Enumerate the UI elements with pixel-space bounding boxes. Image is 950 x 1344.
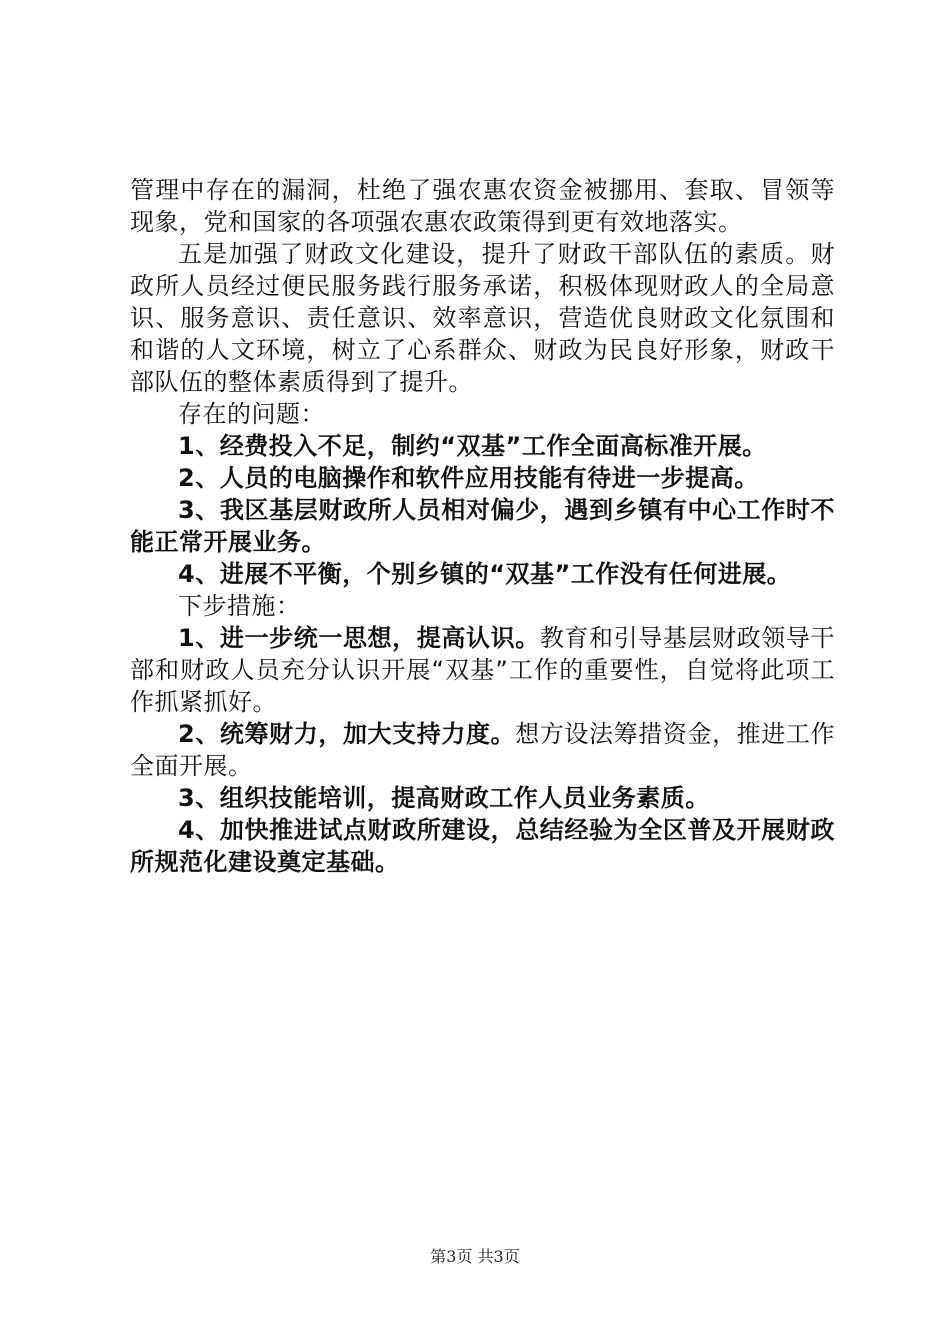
problem-item-2 (130, 462, 835, 494)
problem-item-4 (130, 558, 835, 590)
problem-item-3 (130, 494, 835, 558)
paragraph-text: 想方设法筹措资金，推进工作全面开展。 (130, 720, 836, 780)
paragraph-lead: 3、组织技能培训，提高财政工作人员业务素质。 (178, 784, 710, 812)
page-footer (0, 1244, 950, 1267)
paragraph-lead: 2、人员的电脑操作和软件应用技能有待进一步提高。 (178, 464, 759, 492)
paragraph-lead: 3、我区基层财政所人员相对偏少，遇到乡镇有中心工作时不能正常开展业务。 (130, 496, 835, 556)
problem-item-1 (130, 430, 835, 462)
section-heading-measures (130, 590, 835, 622)
page-number: 第3页 共3页 (430, 1247, 520, 1266)
measure-item-3 (130, 782, 835, 814)
paragraph-lead: 1、进一步统一思想，提高认识。 (178, 624, 540, 652)
paragraph-lead: 4、加快推进试点财政所建设，总结经验为全区普及开展财政所规范化建设奠定基础。 (130, 816, 835, 876)
paragraph-lead: 4、进展不平衡，个别乡镇的“双基”工作没有任何进展。 (178, 560, 792, 588)
paragraph-1 (130, 174, 835, 238)
paragraph-text: 下步措施： (178, 592, 301, 620)
paragraph-text: 五是加强了财政文化建设，提升了财政干部队伍的素质。财政所人员经过便民服务践行服务承诺，积极体现财政人的全局意识、服务意识、责任意识、效率意识，营造优良财政文化氛围和和谐的人文环境，树立了心系群众、财政为民良好形象，财政干部队伍的整体素质得到了提升。 (130, 240, 835, 396)
document-body (130, 174, 835, 878)
measure-item-2 (130, 718, 835, 782)
measure-item-1 (130, 622, 835, 718)
paragraph-lead: 1、经费投入不足，制约“双基”工作全面高标准开展。 (178, 432, 767, 460)
paragraph-text: 存在的问题： (178, 400, 325, 428)
section-heading-problems (130, 398, 835, 430)
paragraph-lead: 2、统筹财力，加大支持力度。 (178, 720, 516, 748)
measure-item-4 (130, 814, 835, 878)
paragraph-text: 教育和引导基层财政领导干部和财政人员充分认识开展“双基”工作的重要性，自觉将此项工作抓紧抓好。 (130, 624, 835, 716)
paragraph-2 (130, 238, 835, 398)
paragraph-text: 管理中存在的漏洞，杜绝了强农惠农资金被挪用、套取、冒领等现象，党和国家的各项强农惠农政策得到更有效地落实。 (130, 176, 835, 236)
